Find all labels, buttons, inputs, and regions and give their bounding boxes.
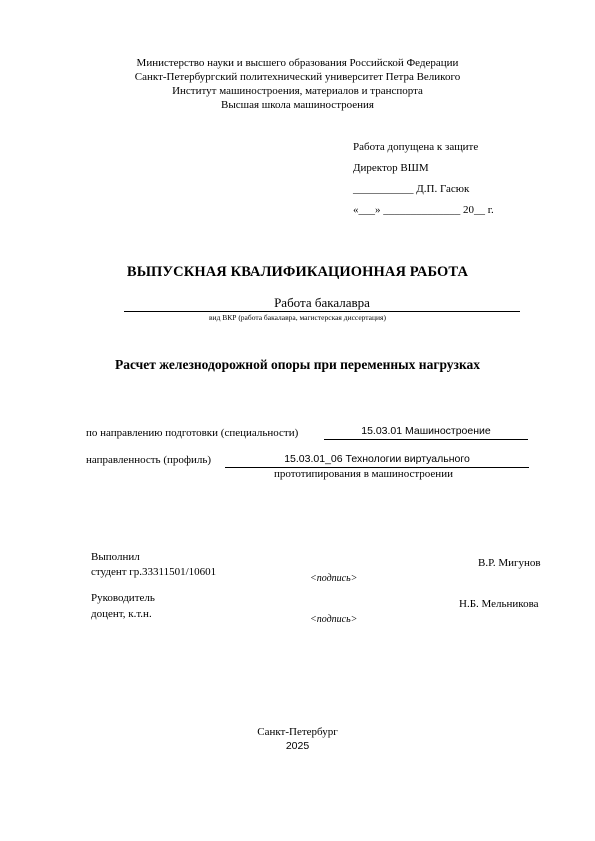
supervisor-name: Н.Б. Мельникова bbox=[459, 598, 539, 610]
footer-year: 2025 bbox=[285, 740, 310, 752]
work-type-value: Работа бакалавра bbox=[124, 295, 520, 312]
supervisor-role: Руководитель bbox=[91, 592, 155, 604]
performer-position: студент гр.33311501/10601 bbox=[91, 566, 217, 578]
document-title: ВЫПУСКНАЯ КВАЛИФИКАЦИОННАЯ РАБОТА bbox=[126, 264, 469, 280]
supervisor-position: доцент, к.т.н. bbox=[91, 608, 152, 620]
profile-value-line1: 15.03.01_06 Технологии виртуального bbox=[225, 452, 529, 468]
footer-city: Санкт-Петербург bbox=[257, 726, 338, 738]
approval-date: «___» ______________ 20__ г. bbox=[353, 204, 494, 216]
direction-value: 15.03.01 Машиностроение bbox=[324, 424, 528, 440]
performer-signature: <подпись> bbox=[310, 573, 358, 584]
profile-label: направленность (профиль) bbox=[86, 454, 212, 466]
direction-label: по направлению подготовки (специальности) bbox=[86, 427, 299, 439]
approval-signer: ___________ Д.П. Гасюк bbox=[353, 183, 470, 195]
work-type-caption: вид ВКР (работа бакалавра, магистерская диссертация) bbox=[209, 313, 386, 322]
school-line: Высшая школа машиностроения bbox=[221, 99, 374, 111]
supervisor-signature: <подпись> bbox=[310, 614, 358, 625]
institute-line: Институт машиностроения, материалов и транспорта bbox=[172, 85, 423, 97]
performer-role: Выполнил bbox=[91, 551, 140, 563]
performer-name: В.Р. Мигунов bbox=[478, 557, 541, 569]
ministry-line: Министерство науки и высшего образования Российской Федерации bbox=[136, 57, 459, 69]
profile-value-line2: прототипирования в машиностроении bbox=[274, 468, 453, 480]
approval-director: Директор ВШМ bbox=[353, 162, 429, 174]
thesis-topic: Расчет железнодорожной опоры при переменных нагрузках bbox=[114, 357, 481, 372]
university-line: Санкт-Петербургский политехнический университет Петра Великого bbox=[134, 71, 461, 83]
approval-admitted: Работа допущена к защите bbox=[353, 141, 479, 153]
